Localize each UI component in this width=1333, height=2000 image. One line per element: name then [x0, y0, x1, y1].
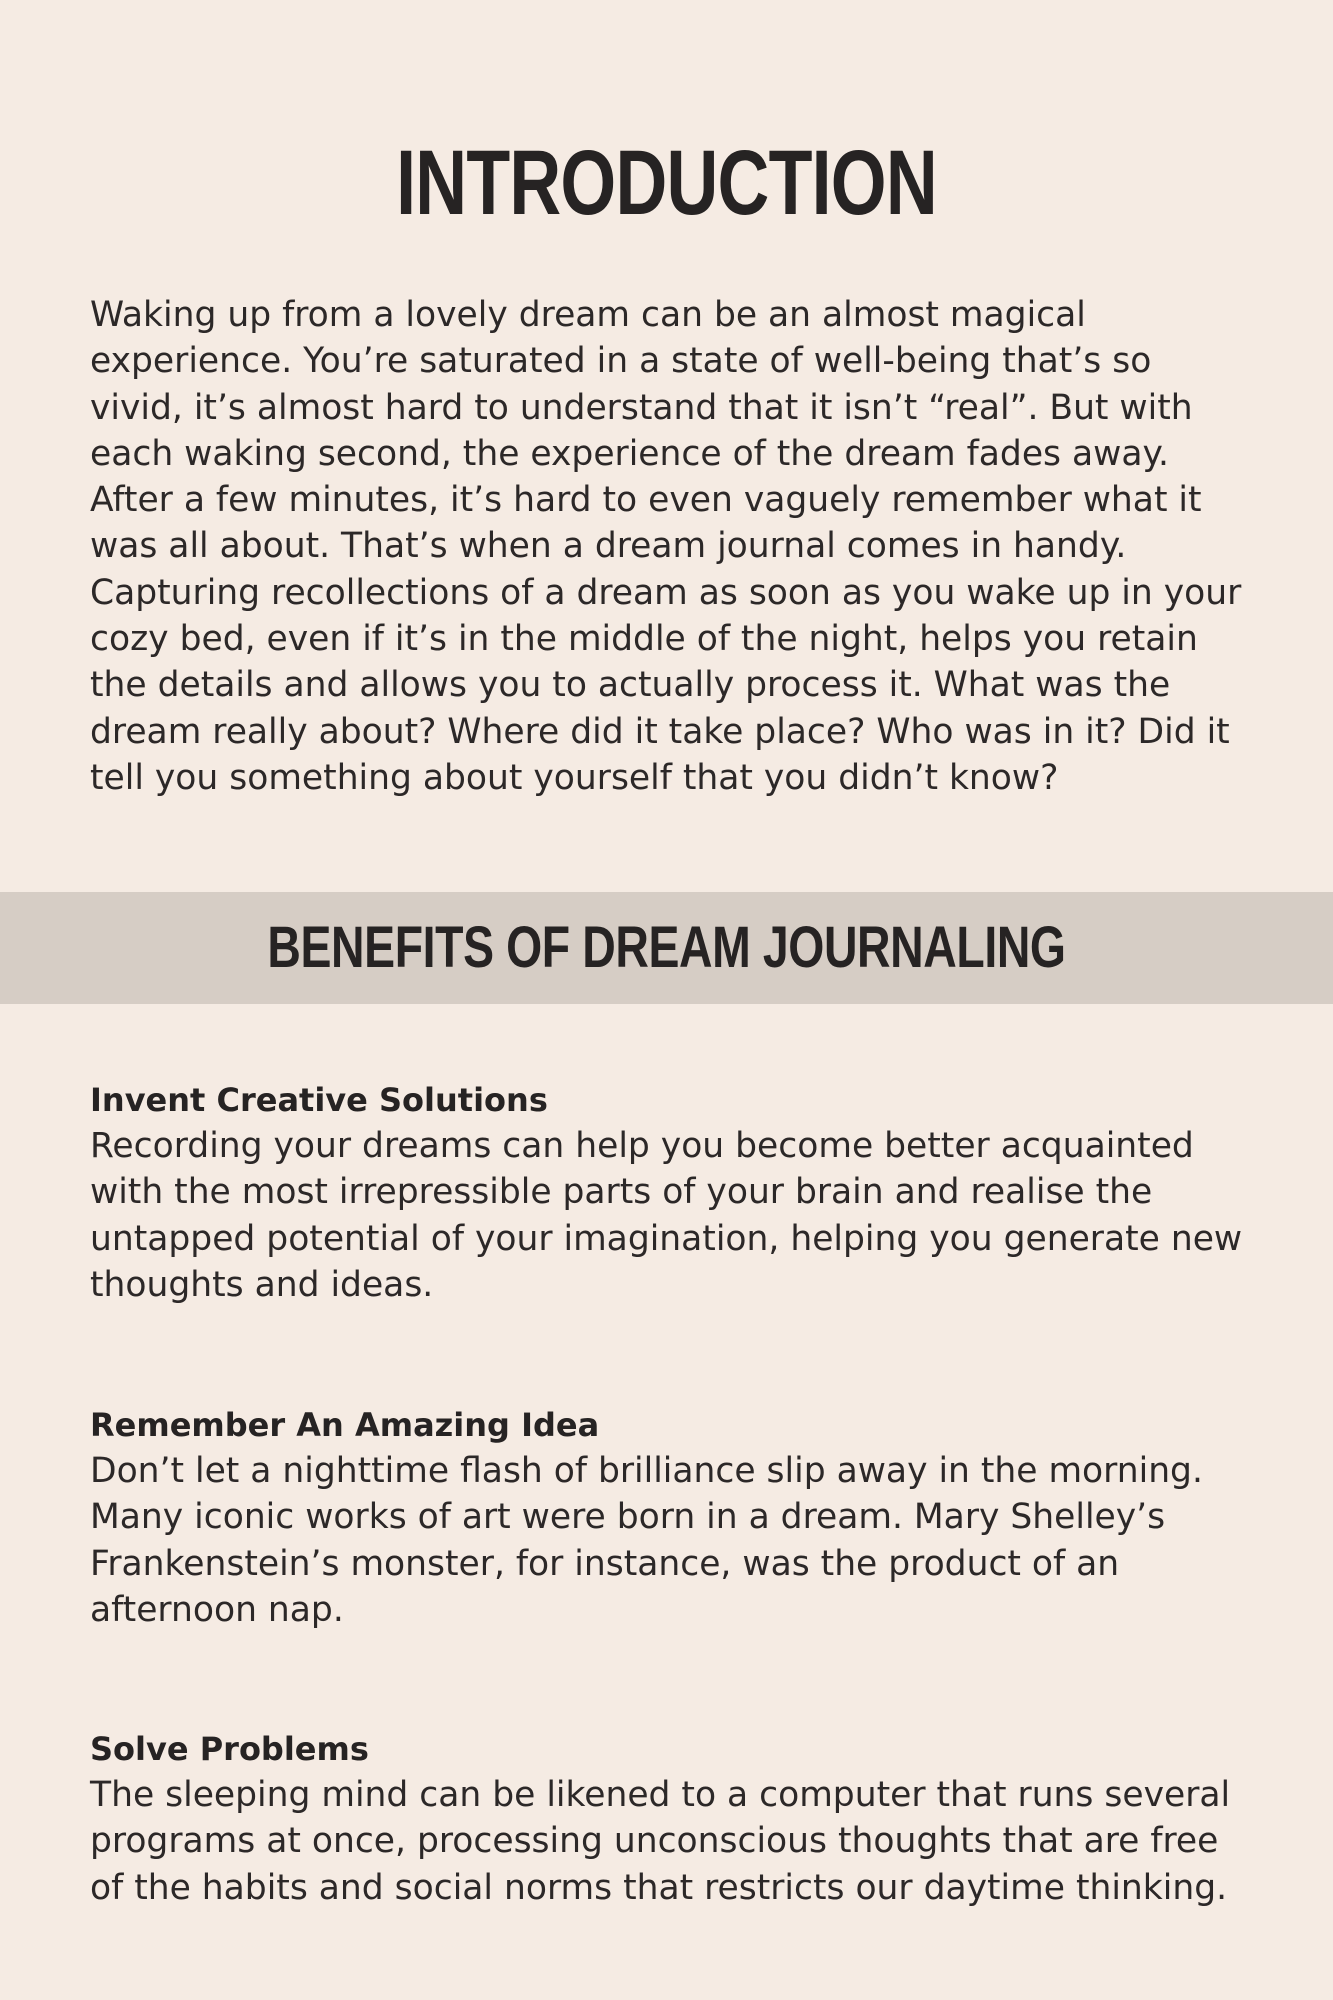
benefit-text: The sleeping mind can be likened to a computer that runs several programs at once, processing unconscious thoughts that are free of the habits and social norms that restricts our daytime thinking.: [90, 1775, 1231, 1908]
introduction-title: INTRODUCTION: [396, 132, 937, 234]
benefit-item-amazing-idea: [90, 1402, 1250, 1633]
benefit-text: Recording your dreams can help you become better acquainted with the most irrepressible parts of your brain and realise the untapped potential of your imagination, helping you generate new thoughts and ideas.: [90, 1126, 1243, 1305]
introduction-body: Waking up from a lovely dream can be an almost magical experience. You’re saturated in a state of well-being that’s so vivid, it’s almost hard to understand that it isn’t “real”. But with each waking second, the experience of the dream fades away. After a few minutes, it’s hard to even vaguely remember what it was all about. That’s when a dream journal comes in handy. Capturing recollections of a dream as soon as you wake up in your cozy bed, even if it’s in the middle of the night, helps you retain the details and allows you to actually process it. What was the dream really about? Where did it take place? Who was in it? Did it tell you something about yourself that you didn’t know?: [90, 295, 1242, 798]
benefit-item-solve-problems: [90, 1726, 1250, 1911]
benefit-text: Don’t let a nighttime flash of brilliance slip away in the morning. Many iconic works of art were born in a dream. Mary Shelley’s Frankenstein’s monster, for instance, was the product of an afternoon nap.: [90, 1451, 1203, 1630]
benefit-heading: Invent Creative Solutions: [90, 1081, 548, 1119]
benefit-item-creative-solutions: [90, 1077, 1250, 1308]
benefit-heading: Remember An Amazing Idea: [90, 1406, 600, 1444]
benefits-banner: [0, 892, 1333, 1004]
benefits-title: BENEFITS OF DREAM JOURNALING: [267, 915, 1066, 980]
benefit-heading: Solve Problems: [90, 1730, 369, 1768]
